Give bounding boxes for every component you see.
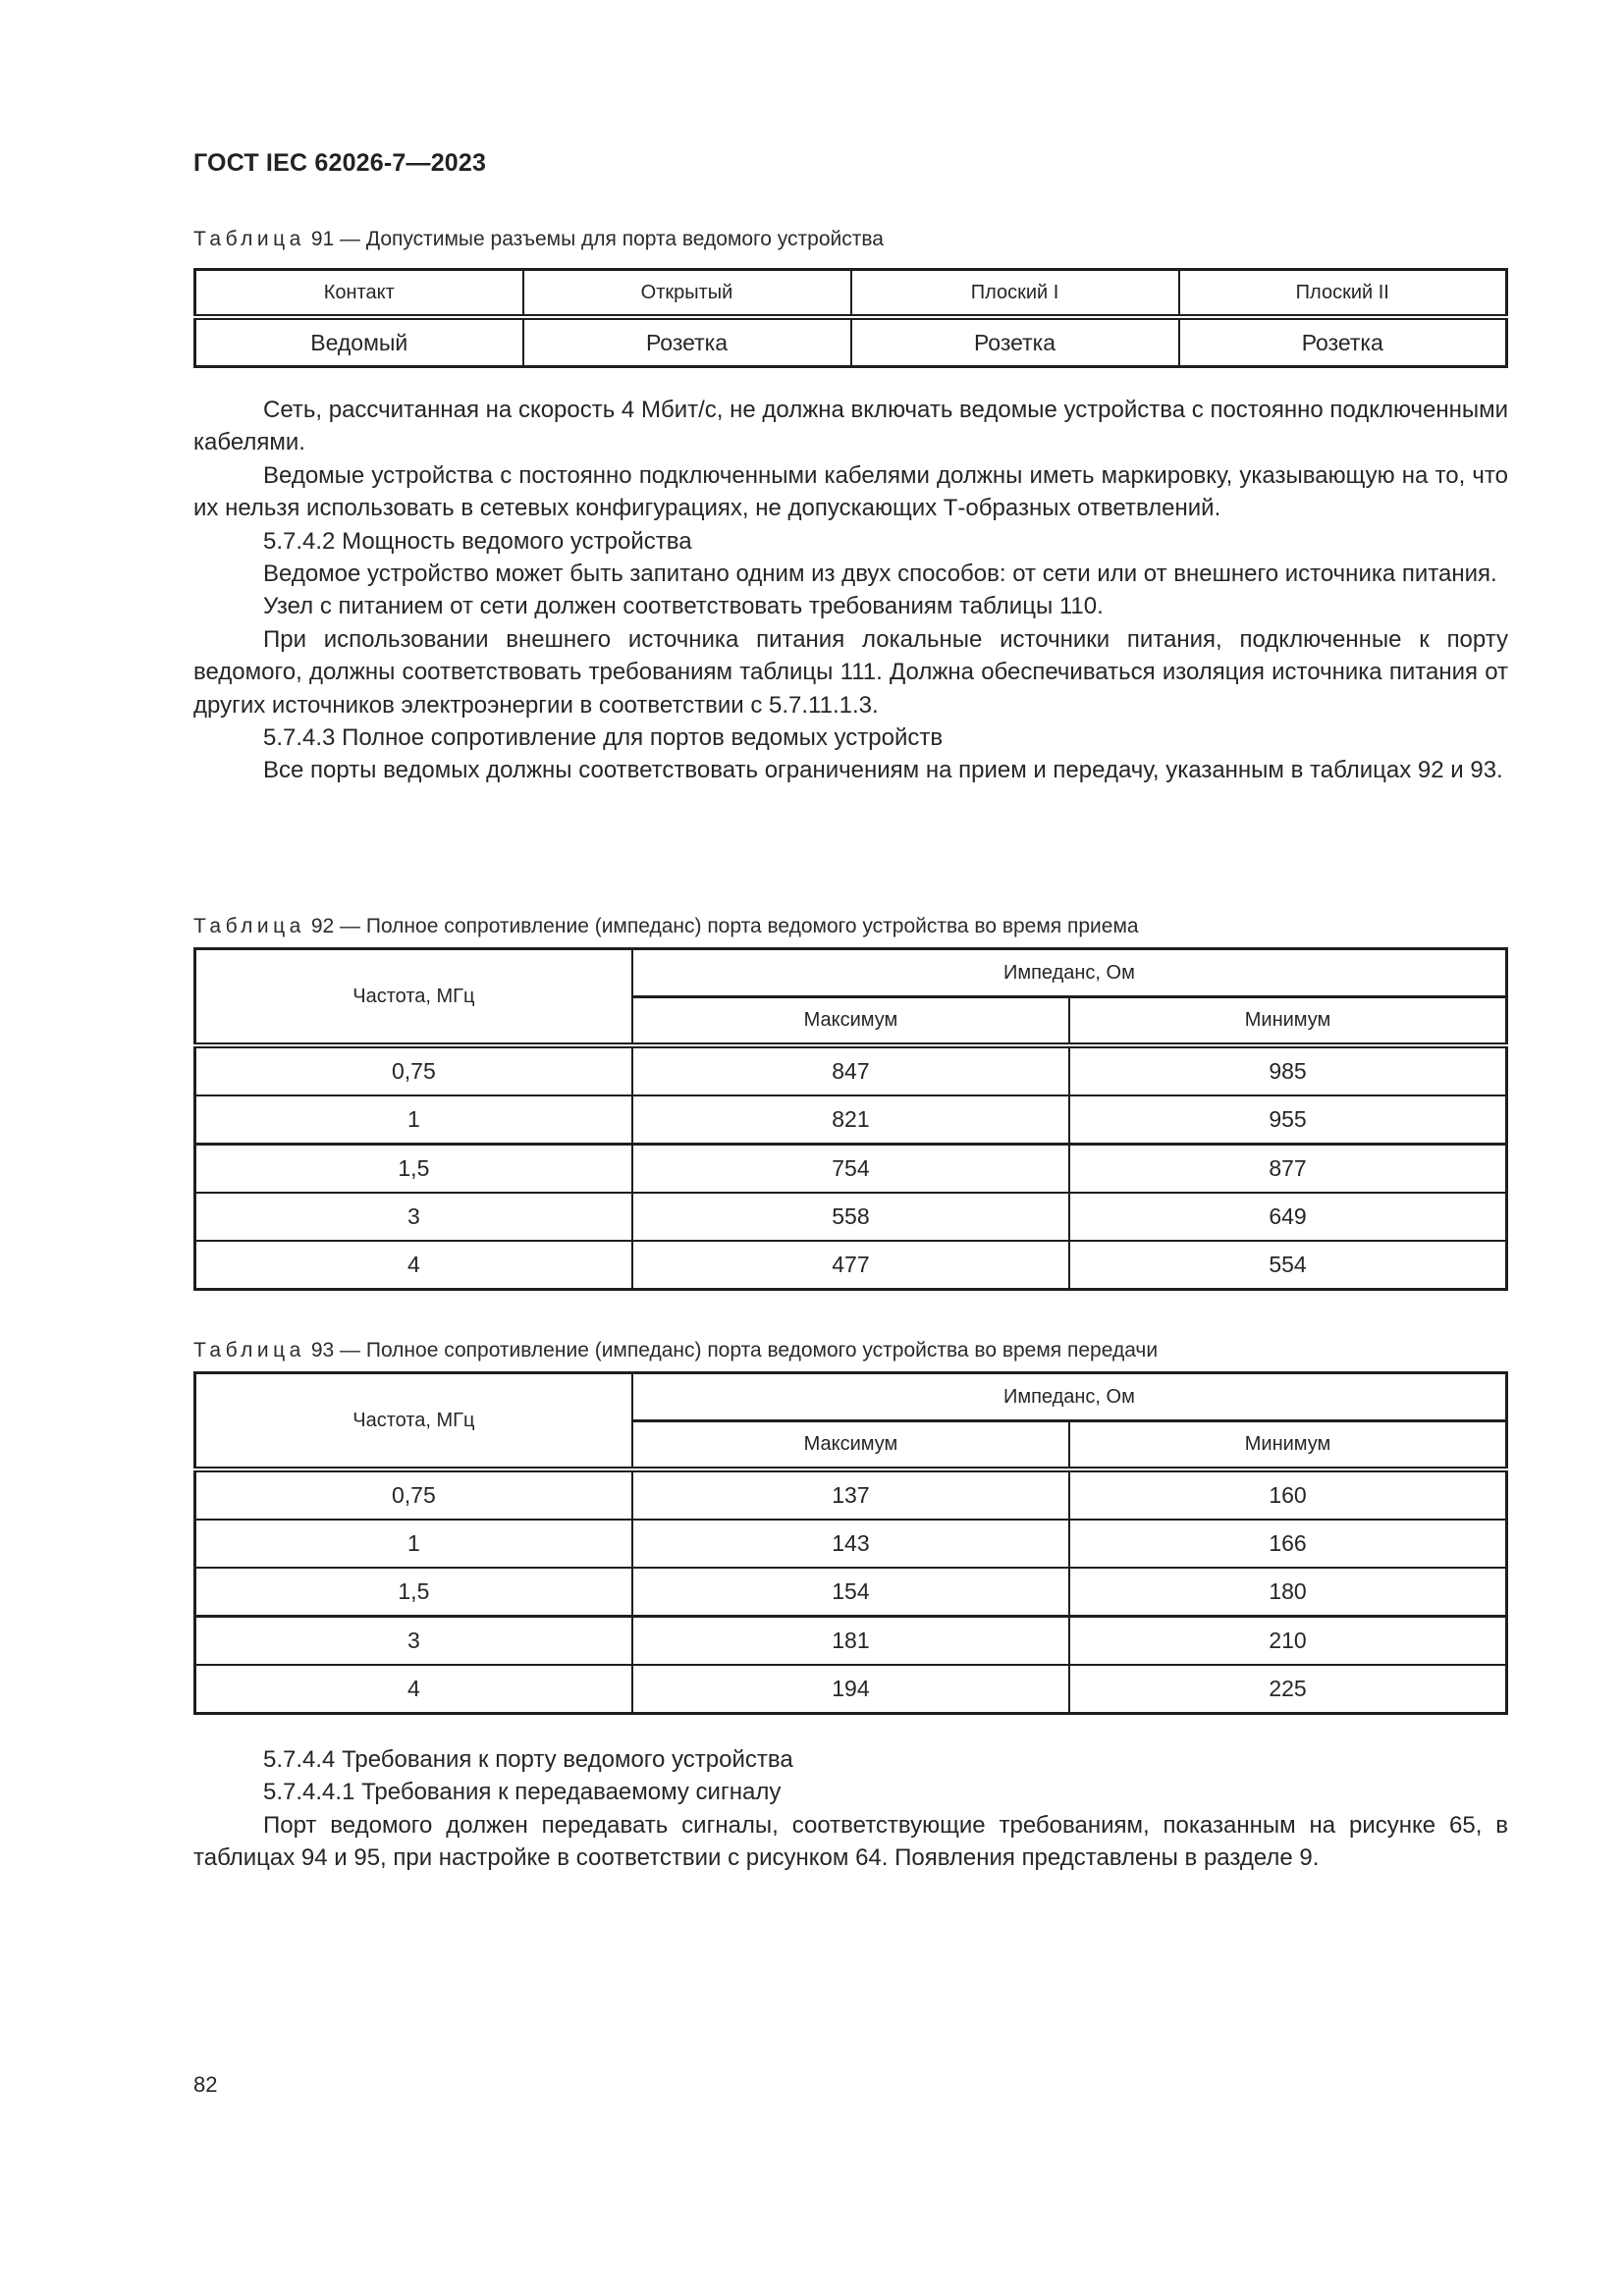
cell-min: 210 <box>1069 1617 1506 1666</box>
cell-min: 649 <box>1069 1193 1506 1241</box>
table-row <box>195 1095 1507 1145</box>
cell-max: 558 <box>632 1193 1069 1241</box>
cell-frequency: 1,5 <box>195 1145 632 1194</box>
paragraph: Сеть, рассчитанная на скорость 4 Мбит/с, не должна включать ведомые устройства с постоянно подключенными кабелями. <box>193 397 1508 456</box>
cell-min: 877 <box>1069 1145 1506 1194</box>
paragraph: Ведомое устройство может быть запитано одним из двух способов: от сети или от внешнего источника питания. <box>263 561 1497 588</box>
table-header-row <box>195 949 1507 997</box>
paragraph: При использовании внешнего источника питания локальные источники питания, подключенные к порту ведомого, должны соответствовать требованиям таблицы 111. Должна обеспечиваться изоляция источника питания от других источников электроэнергии в соответствии с 5.7.11.1.3. <box>193 625 1508 719</box>
cell-frequency: 0,75 <box>195 1469 632 1520</box>
header-cell-frequency: Частота, МГц <box>195 1373 632 1470</box>
cell-frequency: 1,5 <box>195 1568 632 1617</box>
cell-frequency: 1 <box>195 1095 632 1145</box>
cell-max: 154 <box>632 1568 1069 1617</box>
table-row <box>195 1665 1507 1714</box>
section-heading: 5.7.4.2 Мощность ведомого устройства <box>263 527 692 555</box>
cell-min: 160 <box>1069 1469 1506 1520</box>
cell-max: 137 <box>632 1469 1069 1520</box>
cell-max: 181 <box>632 1617 1069 1666</box>
table-92-caption <box>193 915 1139 938</box>
table-header-row <box>195 1373 1507 1421</box>
header-cell: Открытый <box>523 270 851 318</box>
cell-max: 847 <box>632 1045 1069 1095</box>
cell-max: 754 <box>632 1145 1069 1194</box>
table-91 <box>193 268 1508 368</box>
caption-label: Таблица <box>193 1339 305 1362</box>
body-section-1 <box>193 394 1508 787</box>
table-row <box>195 1520 1507 1568</box>
cell-min: 955 <box>1069 1095 1506 1145</box>
header-cell-min: Минимум <box>1069 997 1506 1046</box>
cell-max: 194 <box>632 1665 1069 1714</box>
table-row <box>195 317 1507 367</box>
cell-min: 554 <box>1069 1241 1506 1290</box>
cell-frequency: 3 <box>195 1193 632 1241</box>
table-91-caption <box>193 228 884 251</box>
cell-frequency: 4 <box>195 1241 632 1290</box>
cell-min: 180 <box>1069 1568 1506 1617</box>
section-heading: 5.7.4.3 Полное сопротивление для портов ведомых устройств <box>263 724 944 752</box>
table-row <box>195 1193 1507 1241</box>
table-row <box>195 1241 1507 1290</box>
caption-text: 91 — Допустимые разъемы для порта ведомого устройства <box>310 228 884 250</box>
table-cell: Розетка <box>851 317 1179 367</box>
page-number: 82 <box>193 2072 218 2097</box>
body-section-2 <box>193 1743 1508 1875</box>
table-row <box>195 1469 1507 1520</box>
cell-frequency: 4 <box>195 1665 632 1714</box>
paragraph: Узел с питанием от сети должен соответствовать требованиям таблицы 110. <box>263 593 1104 620</box>
caption-label: Таблица <box>193 915 305 937</box>
paragraph: Порт ведомого должен передавать сигналы, соответствующие требованиям, показанным на рисунке 65, в таблицах 94 и 95, при настройке в соответствии с рисунком 64. Появления представлены в разделе 9. <box>193 1811 1508 1872</box>
header-cell-max: Максимум <box>632 1421 1069 1470</box>
header-cell-max: Максимум <box>632 997 1069 1046</box>
cell-max: 143 <box>632 1520 1069 1568</box>
cell-min: 166 <box>1069 1520 1506 1568</box>
cell-frequency: 1 <box>195 1520 632 1568</box>
document-header: ГОСТ IEC 62026-7—2023 <box>193 149 487 177</box>
header-cell: Плоский I <box>851 270 1179 318</box>
header-cell-impedance: Импеданс, Ом <box>632 949 1507 997</box>
table-cell: Розетка <box>1179 317 1507 367</box>
table-header-row <box>195 270 1507 318</box>
header-cell: Контакт <box>195 270 523 318</box>
cell-max: 821 <box>632 1095 1069 1145</box>
table-92 <box>193 947 1508 1291</box>
cell-max: 477 <box>632 1241 1069 1290</box>
paragraph: Ведомые устройства с постоянно подключенными кабелями должны иметь маркировку, указывающую на то, что их нельзя использовать в сетевых конфигурациях, не допускающих Т-образных ответвлений. <box>193 461 1508 522</box>
cell-frequency: 3 <box>195 1617 632 1666</box>
header-cell-frequency: Частота, МГц <box>195 949 632 1046</box>
section-heading: 5.7.4.4.1 Требования к передаваемому сигналу <box>263 1779 782 1806</box>
table-cell: Розетка <box>523 317 851 367</box>
table-row <box>195 1045 1507 1095</box>
cell-frequency: 0,75 <box>195 1045 632 1095</box>
cell-min: 985 <box>1069 1045 1506 1095</box>
section-heading: 5.7.4.4 Требования к порту ведомого устройства <box>263 1746 793 1773</box>
table-row <box>195 1568 1507 1617</box>
table-93-caption <box>193 1339 1158 1362</box>
caption-text: 93 — Полное сопротивление (импеданс) порта ведомого устройства во время передачи <box>310 1339 1159 1362</box>
table-row <box>195 1617 1507 1666</box>
header-cell: Плоский II <box>1179 270 1507 318</box>
cell-min: 225 <box>1069 1665 1506 1714</box>
table-cell: Ведомый <box>195 317 523 367</box>
paragraph: Все порты ведомых должны соответствовать ограничениям на прием и передачу, указанным в таблицах 92 и 93. <box>263 757 1503 784</box>
header-cell-min: Минимум <box>1069 1421 1506 1470</box>
caption-label: Таблица <box>193 228 305 250</box>
caption-text: 92 — Полное сопротивление (импеданс) порта ведомого устройства во время приема <box>310 915 1139 937</box>
table-93 <box>193 1371 1508 1715</box>
table-row <box>195 1145 1507 1194</box>
header-cell-impedance: Импеданс, Ом <box>632 1373 1507 1421</box>
